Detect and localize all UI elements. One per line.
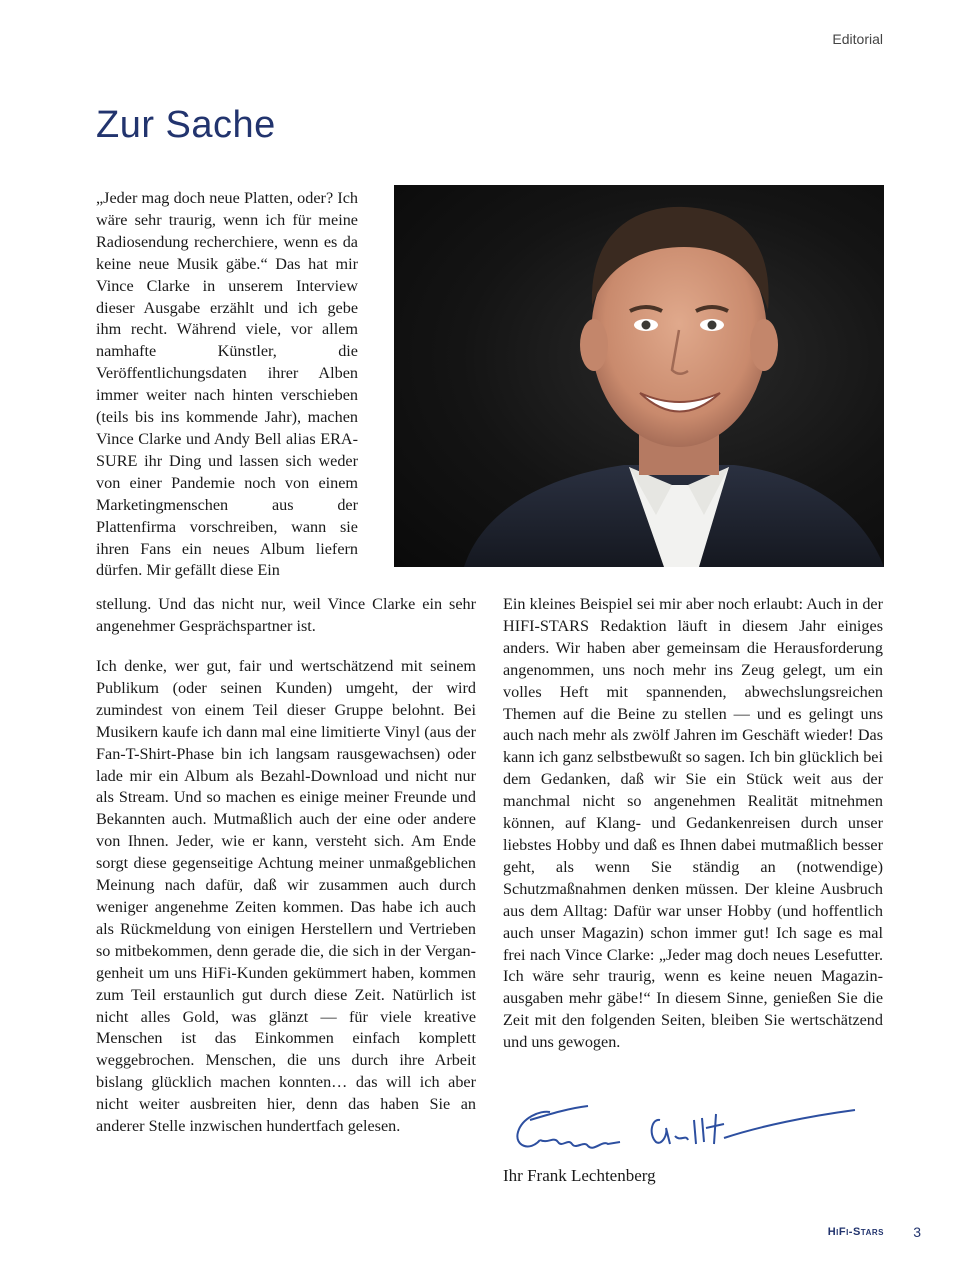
author-portrait-image	[394, 185, 884, 567]
article-paragraph-3: Ein kleines Beispiel sei mir aber noch erlaubt: Auch in der HIFI-STARS Redaktion läuft in diesem Jahr einiges anders. Wir haben aber gemeinsam die Herausforderung angenommen, uns noch mehr ins Zeug gelegt, um ein volles Heft mit spannenden, abwechslungsreichen Themen auf die Beine zu stellen — und es gelingt uns auch nach mehr als zwölf Jahren im Geschäft wieder! Das kann ich ganz selbstbewußt so sagen. Ich bin glücklich bei dem Gedanken, daß wir Sie ein Stück weit aus der manchmal nicht so angenehmen Realität mitnehmen können, auf Klang- und Gedankenreisen durch unser liebstes Hobby und daß es Ihnen dabei mutmaßlich besser geht, als wenn Sie ständig an (notwendige) Schutzmaßnahmen denken müssen. Der kleine Ausbruch aus dem Alltag: Dafür war unser Hobby (und hoffentlich auch unser Magazin) schon immer gut! Ich sage es mal frei nach Vince Clarke: „Jeder mag doch neues Lesefutter. Ich wäre sehr traurig, wenn es keine neuen Magazinausgaben mehr gäbe!“ In diesem Sinne, genießen Sie die Zeit mit den folgenden Seiten, bleiben Sie wertschätzend und uns gewogen.	[503, 595, 883, 1052]
page-title: Zur Sache	[96, 104, 276, 146]
author-photo	[394, 185, 884, 567]
article-paragraph-2: Ich denke, wer gut, fair und wertschätzend mit seinem Publikum (oder seinen Kunden) umgeht, der wird zumindest von einem Teil dieser Gruppe belohnt. Bei Musikern kaufe ich dann mal eine limitierte Vinyl (aus der Fan-T-Shirt-Phase bin ich langsam rausgewachsen) oder lade mir ein Album als Bezahl-Download und nicht nur als Stream. Und so machen es einige meiner Freunde und Bekannten auch. Mutmaßlich auch der eine oder andere von Ihnen. Jeder, wie er kann, versteht sich. Am Ende sorgt diese gegenseitige Achtung meiner unmaßgeblichen Meinung nach dafür, daß wir zusammen auch durch weniger angenehme Zeiten kommen. Das habe ich auch als Rückmeldung von einigen Herstellern und Vertrieben so mitbekommen, denn gerade die, die sich in der Vergangenheit um uns HiFi-Kunden gekümmert haben, kommen zum Teil erstaunlich gut durch diese Zeit. Natürlich ist nicht alles Gold, was glänzt — für viele kreative Menschen ist das Einkommen einfach komplett weggebrochen. Menschen, die uns durch ihre Arbeit bislang glücklich machen konnten… das will ich aber nicht weiter ausbreiten hier, denn das haben Sie an anderer Stelle inzwischen hundertfach gelesen.	[96, 657, 476, 1136]
article-paragraph-1-bottom: stellung. Und das nicht nur, weil Vince Clarke ein sehr angenehmer Gesprächspartner ist.	[96, 595, 476, 635]
footer-magazine-name: HiFi-Stars	[827, 1226, 884, 1238]
page-number: 3	[913, 1224, 921, 1240]
author-sign-off: Ihr Frank Lechtenberg	[503, 1166, 656, 1185]
article-paragraph-1-top: „Jeder mag doch neue Platten, oder? Ich wäre sehr traurig, wenn ich für meine Radiosendung recherchiere, wenn es da keine neue Musik gäbe.“ Das hat mir Vince Clarke in unserem Interview dieser Ausgabe erzählt und ich gebe ihm recht. Während viele, vor allem namhafte Künstler, die Veröffentlichungsdaten ihrer Alben immer weiter nach hinten verschieben (teils bis ins kommende Jahr), machen Vince Clarke und Andy Bell alias ERASURE ihr Ding und lassen sich weder von einer Pandemie noch von einem Marketingmenschen aus der Plattenfirma vorschreiben, wann sie ihren Fans ein neues Album liefern dürfen. Mir gefällt diese Ein	[96, 189, 358, 580]
section-label: Editorial	[832, 31, 883, 47]
signature-image	[510, 1100, 860, 1165]
